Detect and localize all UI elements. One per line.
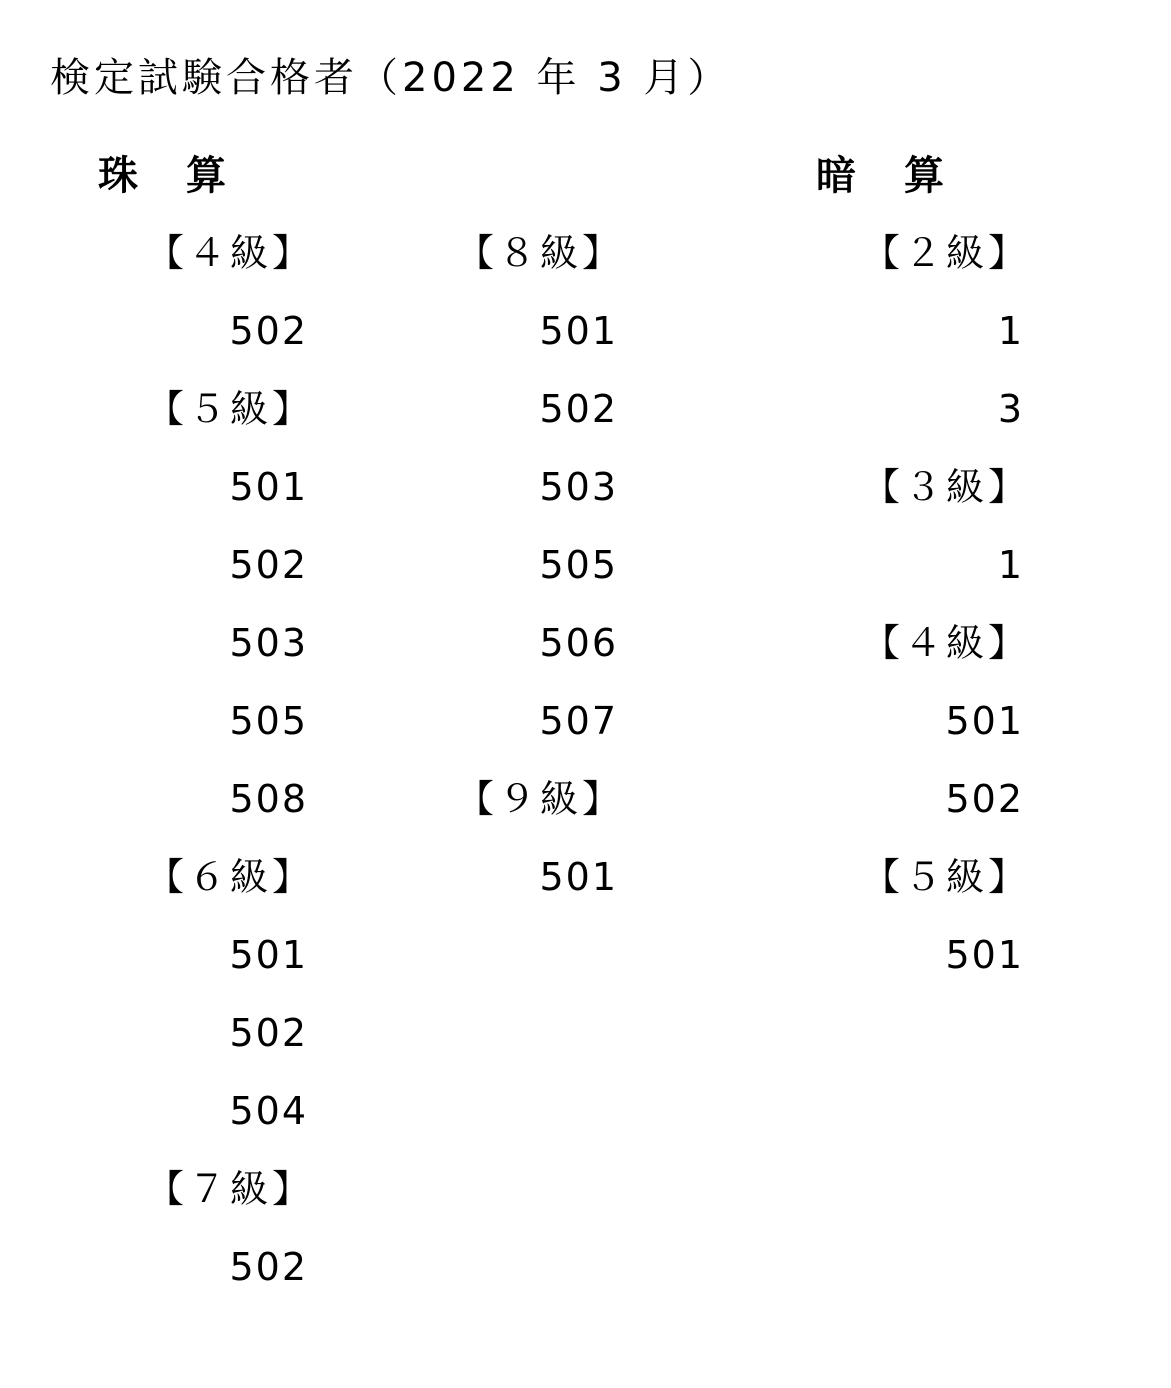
examinee-number: 508 [229,777,308,821]
examinee-number: 501 [945,699,1024,743]
examinee-number: 1 [997,309,1024,353]
examinee-number: 502 [229,543,308,587]
grade-label: 【３級】 [861,465,1030,509]
examinee-number: 503 [229,621,308,665]
examinee-number: 501 [539,309,618,353]
examinee-number: 501 [539,855,618,899]
examinee-number: 502 [229,1011,308,1055]
page-title: 検定試験合格者（2022 年 3 月） [50,55,732,101]
grade-label: 【５級】 [145,387,314,431]
examinee-number: 507 [539,699,618,743]
examinee-number: 505 [539,543,618,587]
grade-label: 【５級】 [861,855,1030,899]
grade-label: 【９級】 [455,777,624,821]
examinee-number: 501 [945,933,1024,977]
examinee-number: 1 [997,543,1024,587]
examinee-number: 505 [229,699,308,743]
anzan-column-1 [850,222,1030,1002]
grade-label: 【４級】 [145,231,314,275]
examinee-number: 503 [539,465,618,509]
examinee-number: 501 [229,933,308,977]
examinee-number: 3 [997,387,1024,431]
examinee-number: 502 [539,387,618,431]
examinee-number: 502 [229,309,308,353]
examinee-number: 502 [229,1245,308,1289]
examinee-number: 502 [945,777,1024,821]
examinee-number: 504 [229,1089,308,1133]
soroban-column-2 [444,222,624,924]
grade-label: 【７級】 [145,1167,314,1211]
section-heading-soroban: 珠算 [98,153,274,199]
grade-label: 【２級】 [861,231,1030,275]
soroban-column-1 [134,222,314,1314]
grade-label: 【４級】 [861,621,1030,665]
grade-label: 【８級】 [455,231,624,275]
examinee-number: 506 [539,621,618,665]
grade-label: 【６級】 [145,855,314,899]
section-heading-anzan: 暗算 [816,153,992,199]
examinee-number: 501 [229,465,308,509]
